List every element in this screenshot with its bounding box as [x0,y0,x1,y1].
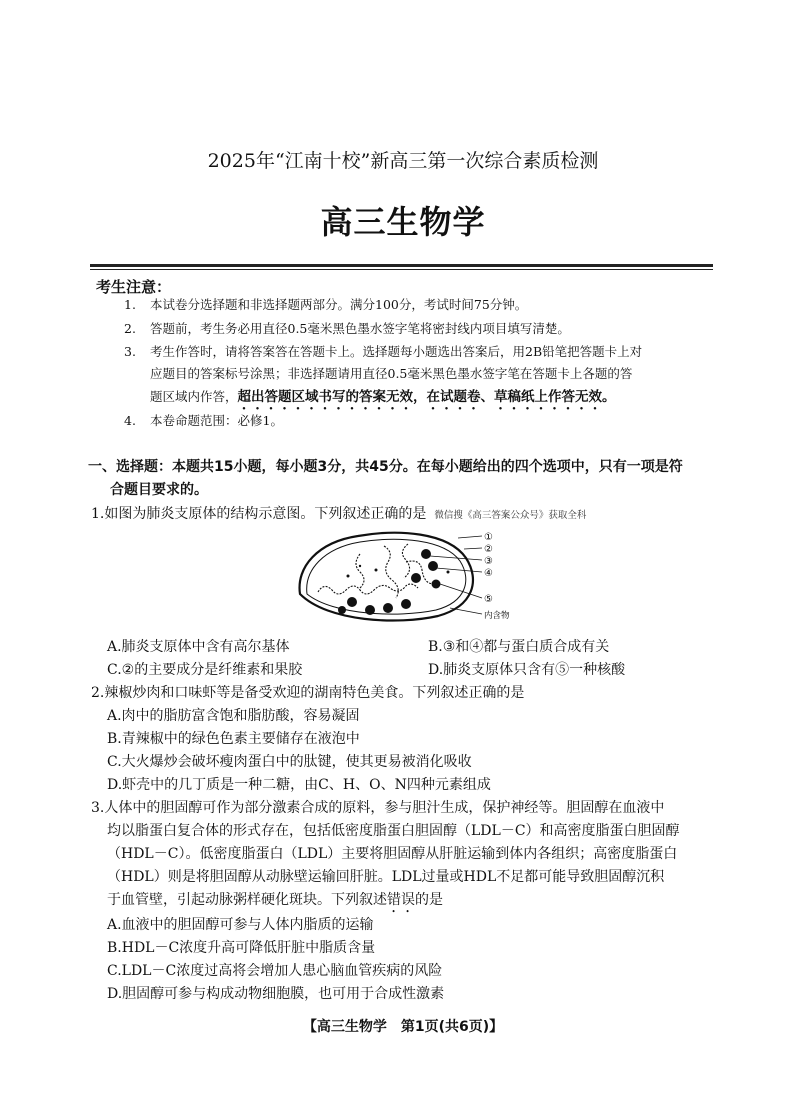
ribosome [365,605,375,615]
ribosome [383,603,393,613]
label-5: ⑤ [484,594,493,605]
q2-stem: 2.辣椒炒肉和口味虾等是备受欢迎的湖南特色美食。下列叙述正确的是 [91,685,525,701]
page-footer: 【高三生物学 第1页(共6页)】 [302,1019,504,1035]
q1-option-d[interactable]: D.肺炎支原体只含有⑤一种核酸 [428,662,626,678]
label-4: ④ [484,568,493,579]
q3-stem-line1: 3.人体中的胆固醇可作为部分激素合成的原料，参与胆汁生成，保护神经等。胆固醇在血液中 [91,800,665,816]
label-3: ③ [484,556,493,567]
q2-option-c[interactable]: C.大火爆炒会破坏瘦肉蛋白中的肽键，使其更易被消化吸收 [107,754,472,770]
notice-emphasis: 超出答题区域书写的答案无效，在试题卷、草稿纸上作答无效。 [237,389,616,405]
q1-option-a[interactable]: A.肺炎支原体中含有高尔基体 [107,639,290,655]
ribosome [411,573,421,583]
q1-stem-text: 1.如图为肺炎支原体的结构示意图。下列叙述正确的是 [91,506,427,522]
q2-option-b[interactable]: B.青辣椒中的绿色色素主要储存在液泡中 [107,731,360,747]
q3-option-b[interactable]: B.HDL－C浓度升高可降低肝脏中脂质含量 [107,940,376,956]
notice-item-3 [96,341,716,413]
ribosome [428,561,438,571]
q3-option-c[interactable]: C.LDL－C浓度过高将会增加人患心脑血管疾病的风险 [107,963,443,979]
header-rule-thin [90,269,713,270]
q3-stem-suffix: 的是 [415,892,443,908]
mycoplasma-diagram [288,522,528,626]
section-heading-line2: 合题目要求的。 [110,482,208,498]
q1-note: 微信搜《高三答案公众号》获取全科 [434,510,587,521]
notice-num: 1. [124,297,136,312]
ribosome [347,597,357,607]
notice-num: 4. [124,413,136,428]
label-2: ② [484,544,493,555]
inclusion-dot [375,569,378,572]
q3-stem-line2: 均以脂蛋白复合体的形式存在，包括低密度脂蛋白胆固醇（LDL－C）和高密度脂蛋白胆固醇 [107,823,680,839]
section-heading-line1: 一、选择题：本题共15小题，每小题3分，共45分。在每小题给出的四个选项中，只有一项是符 [88,459,683,475]
exam-title: 高三生物学 [320,203,486,241]
label-1: ① [484,532,493,543]
label-inclusion: 内含物 [484,611,510,621]
leader-line [450,608,482,614]
q3-stem-line3: （HDL－C）。低密度脂蛋白（LDL）主要将胆固醇从肝脏运输到体内各组织；高密度脂蛋白 [107,846,678,862]
notice-item-1 [96,294,716,316]
notice-item-4 [96,410,716,432]
ribosome [401,599,411,609]
leader-line [458,536,482,538]
notice-item-2 [96,318,716,340]
notice-num: 2. [124,321,136,336]
exam-subtitle: 2025年“江南十校”新高三第一次综合素质检测 [207,150,599,172]
q3-option-d[interactable]: D.胆固醇可参与构成动物细胞膜，也可用于合成性激素 [107,986,445,1002]
q2-option-a[interactable]: A.肉中的脂肪富含饱和脂肪酸，容易凝固 [107,708,360,724]
notice-heading: 考生注意： [96,278,172,296]
inclusion-dot [347,575,350,578]
notice-text-line2: 应题目的答案标号涂黑；非选择题请用直径0.5毫米黑色墨水签字笔在答题卡上各题的答 [150,366,633,381]
q3-stem-prefix: 于血管壁，引起动脉粥样硬化斑块。下列叙述 [107,892,387,908]
leader-line [464,548,482,549]
notice-text: 本卷命题范围：必修1。 [150,413,283,428]
q3-option-a[interactable]: A.血液中的胆固醇可参与人体内脂质的运输 [107,917,374,933]
notice-text: 答题前，考生务必用直径0.5毫米黑色墨水签字笔将密封线内项目填写清楚。 [150,321,570,336]
q3-stem-line5 [107,889,443,916]
notice-text-line1: 考生作答时，请将答案答在答题卡上。选择题每小题选出答案后，用2B铅笔把答题卡上对 [150,344,643,359]
q3-stem-emphasis: 错误 [387,892,415,908]
q3-stem-line4: （HDL）则是将胆固醇从动脉壁运输回肝脏。LDL过量或HDL不足都可能导致胆固醇沉积 [107,869,665,885]
q1-option-c[interactable]: C.②的主要成分是纤维素和果胶 [107,662,303,678]
inclusion-dot [359,565,361,567]
q1-option-b[interactable]: B.③和④都与蛋白质合成有关 [428,639,610,655]
notice-num: 3. [124,344,136,359]
inclusion-dot [447,571,450,574]
section-heading [88,456,728,502]
notice-text-line3: 题区域内作答， [150,389,238,404]
q1-stem [91,503,586,523]
ribosome [338,606,346,614]
notice-text: 本试卷分选择题和非选择题两部分。满分100分，考试时间75分钟。 [150,297,528,312]
ribosome [421,549,431,559]
ribosome [432,580,441,589]
q2-option-d[interactable]: D.虾壳中的几丁质是一种二糖，由C、H、O、N四种元素组成 [107,777,491,793]
header-rule-thick [90,264,713,267]
